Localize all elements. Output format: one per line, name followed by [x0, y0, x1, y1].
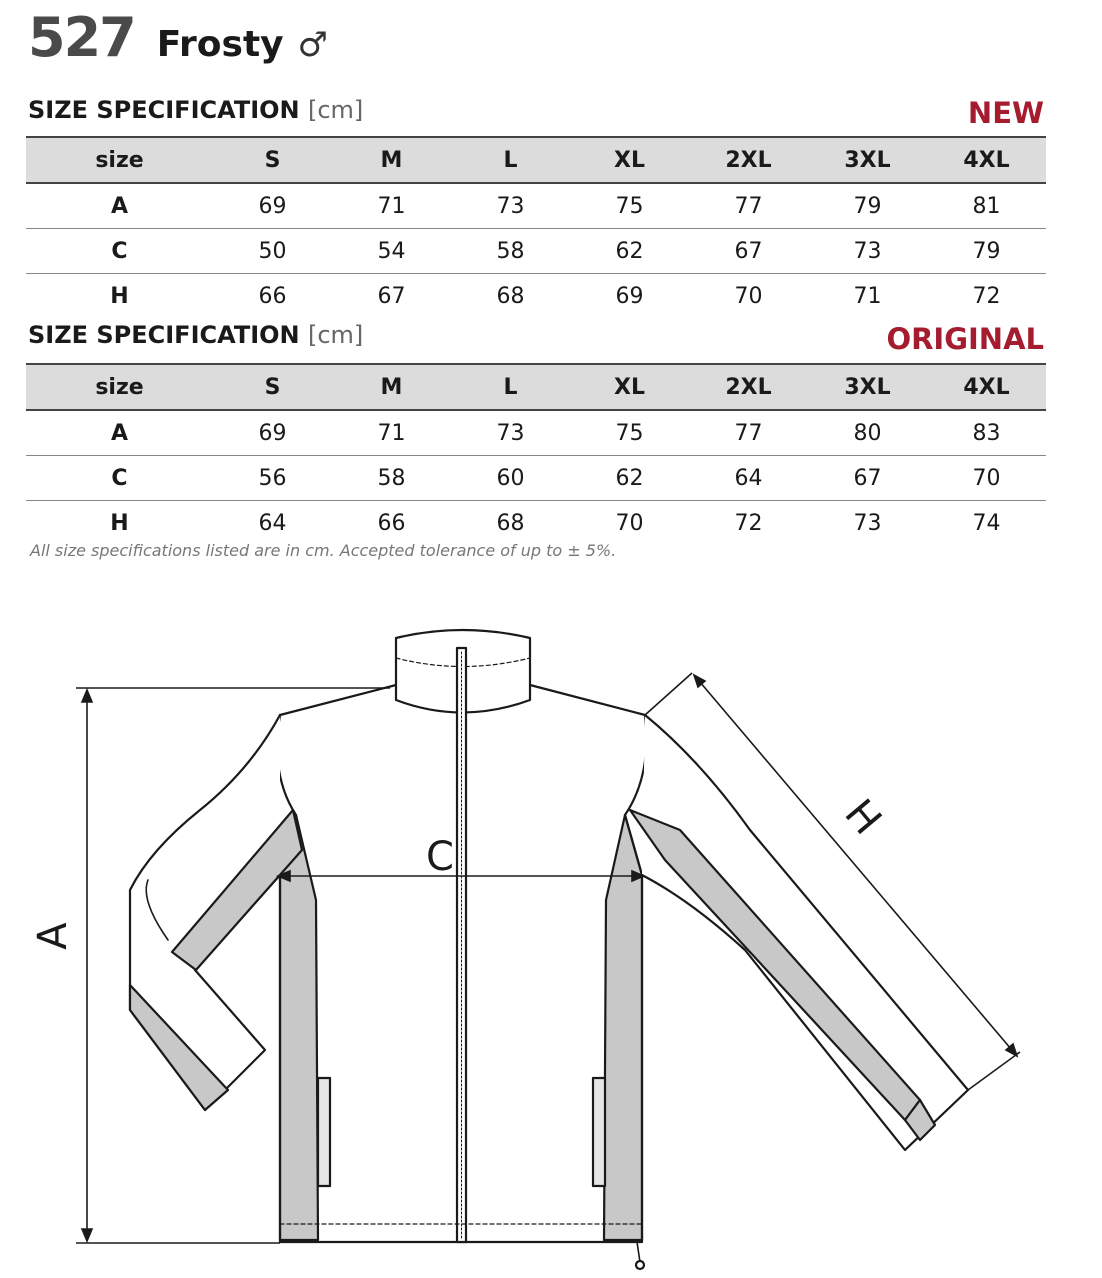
table-cell: 58 — [332, 456, 451, 501]
table-cell: 70 — [927, 456, 1046, 501]
row-label: H — [110, 283, 129, 309]
table-cell: 70 — [734, 283, 763, 309]
drawcord — [637, 1242, 640, 1262]
table-cell: 69 — [213, 183, 332, 229]
table-cell: 71 — [332, 183, 451, 229]
table-row — [26, 183, 1046, 229]
table-cell: 60 — [451, 456, 570, 501]
table-cell: 62 — [570, 229, 689, 274]
table-cell: 72 — [734, 510, 763, 536]
table-row — [26, 456, 1046, 501]
table-cell: 64 — [689, 456, 808, 501]
table-cell: 73 — [808, 229, 927, 274]
measure-a — [30, 688, 390, 1243]
right-sleeve-panel — [630, 810, 920, 1120]
table-cell: 77 — [689, 410, 808, 456]
table-cell: 66 — [377, 510, 406, 536]
product-code: 527 — [28, 6, 135, 69]
measure-h-label: H — [835, 791, 891, 844]
column-header-3xl: 3XL — [808, 364, 927, 410]
left-pocket-zip — [318, 1078, 330, 1186]
table-cell: 66 — [258, 283, 287, 309]
table-cell: 79 — [808, 183, 927, 229]
table-cell: 73 — [451, 183, 570, 229]
table-cell: 70 — [615, 510, 644, 536]
table-header-row — [26, 364, 1046, 410]
table-cell: 50 — [213, 229, 332, 274]
row-label: C — [26, 229, 213, 274]
section-title-new — [28, 96, 363, 124]
badge-original: ORIGINAL — [886, 322, 1044, 356]
column-header-3xl: 3XL — [808, 137, 927, 183]
tolerance-note: All size specifications listed are in cm. Accepted tolerance of up to ± 5%. — [30, 541, 617, 560]
column-header-4xl: 4XL — [927, 137, 1046, 183]
table-cell: 69 — [615, 283, 644, 309]
column-header-xl: XL — [570, 364, 689, 410]
table-cell: 79 — [927, 229, 1046, 274]
column-header-m: M — [332, 364, 451, 410]
table-header-row — [26, 137, 1046, 183]
table-row — [26, 501, 1046, 546]
row-label: A — [26, 183, 213, 229]
table-row — [26, 274, 1046, 319]
table-cell: 62 — [570, 456, 689, 501]
column-header-s: S — [213, 364, 332, 410]
section-title-original — [28, 321, 363, 349]
column-header-size: size — [26, 364, 213, 410]
table-cell: 81 — [927, 183, 1046, 229]
right-pocket-zip — [593, 1078, 605, 1186]
table-cell: 64 — [258, 510, 287, 536]
column-header-m: M — [332, 137, 451, 183]
table-cell: 67 — [808, 456, 927, 501]
section-unit: [cm] — [307, 321, 364, 349]
table-cell: 80 — [808, 410, 927, 456]
table-cell: 83 — [927, 410, 1046, 456]
table-cell: 77 — [689, 183, 808, 229]
table-cell: 75 — [570, 410, 689, 456]
product-header — [28, 6, 328, 76]
table-cell: 68 — [496, 283, 525, 309]
table-cell: 67 — [689, 229, 808, 274]
measure-a-label: A — [30, 922, 76, 950]
size-table-original — [26, 363, 1046, 545]
column-header-l: L — [451, 364, 570, 410]
table-cell: 72 — [972, 283, 1001, 309]
row-label: H — [110, 510, 129, 536]
table-cell: 71 — [853, 283, 882, 309]
table-cell: 69 — [213, 410, 332, 456]
table-cell: 67 — [377, 283, 406, 309]
table-cell: 71 — [332, 410, 451, 456]
badge-new: NEW — [967, 96, 1044, 130]
table-cell: 73 — [451, 410, 570, 456]
section-unit: [cm] — [307, 96, 364, 124]
table-cell: 74 — [972, 510, 1001, 536]
column-header-2xl: 2XL — [689, 137, 808, 183]
row-label: A — [26, 410, 213, 456]
measure-c-label: C — [426, 834, 454, 880]
size-table-new — [26, 136, 1046, 318]
table-cell: 75 — [570, 183, 689, 229]
table-cell: 56 — [213, 456, 332, 501]
table-cell: 54 — [332, 229, 451, 274]
table-row — [26, 410, 1046, 456]
column-header-xl: XL — [570, 137, 689, 183]
male-gender-icon: ♂ — [297, 25, 329, 65]
column-header-2xl: 2XL — [689, 364, 808, 410]
column-header-l: L — [451, 137, 570, 183]
row-label: C — [26, 456, 213, 501]
section-title-text: SIZE SPECIFICATION — [28, 96, 300, 124]
product-name: Frosty — [156, 24, 284, 65]
column-header-s: S — [213, 137, 332, 183]
column-header-size: size — [26, 137, 213, 183]
table-cell: 58 — [451, 229, 570, 274]
section-title-text: SIZE SPECIFICATION — [28, 321, 300, 349]
right-sleeve — [642, 715, 968, 1150]
column-header-4xl: 4XL — [927, 364, 1046, 410]
table-cell: 73 — [853, 510, 882, 536]
table-cell: 68 — [496, 510, 525, 536]
table-row — [26, 229, 1046, 274]
jacket-measurement-diagram — [0, 600, 1102, 1278]
